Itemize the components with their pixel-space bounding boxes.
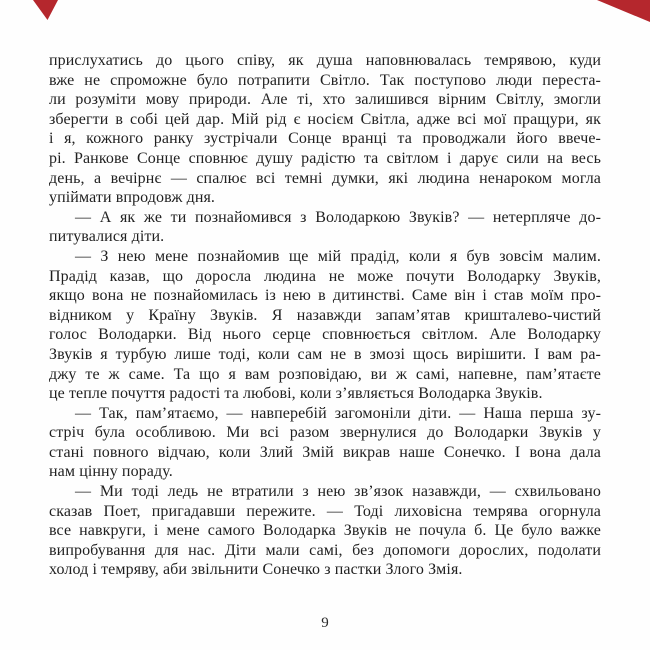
text-line: нам цінну пораду. (49, 463, 173, 481)
text-line: сказав Поет, пригадавши пережите. — Тоді лиховісна темрява огорнула (49, 502, 601, 520)
text-line: Прадід казав, що доросла людина не може почути Володарку Звуків, (49, 267, 601, 285)
text-line: стані повного відчаю, коли Злий Змій викрав наше Сонечко. І вона дала (49, 443, 601, 461)
text-line: день, а вечірнє — спалює всі темні думки, які людина ненароком могла (49, 169, 601, 187)
text-line: стріч була особливою. Ми всі разом звернулися до Володарки Звуків у (49, 424, 601, 442)
text-line: Звуків я турбую лише тоді, коли сам не в змозі щось вирішити. І вам ра- (49, 345, 601, 363)
text-line: голос Володарки. Від нього серце сповнюється світлом. Але Володарку (49, 326, 601, 344)
text-line: випробування для нас. Діти мали самі, без допомоги дорослих, подолати (49, 541, 601, 559)
corner-ornament-left-icon (33, 0, 58, 20)
text-line: питувалися діти. (49, 228, 165, 246)
text-line: і я, кожного ранку зустрічали Сонце вранці та проводжали його ввече- (49, 130, 601, 148)
text-line: все навкруги, і мене самого Володарка Звуків не почула б. Це було важке (49, 522, 601, 540)
page-number: 9 (321, 615, 329, 631)
text-line: це тепле почуття радості та любові, коли з’являється Володарка Звуків. (49, 385, 543, 403)
text-line: джу те ж саме. Та що я вам розповідаю, ви ж самі, напевне, пам’ятаєте (49, 365, 601, 383)
text-line: упіймати впродовж дня. (49, 189, 216, 207)
text-line: якщо вона не познайомилась із нею в дитинстві. Саме він і став моїм про- (49, 287, 601, 305)
corner-ornament-right-icon (597, 0, 650, 22)
text-line: ли розуміти мову природи. Але ті, хто залишився вірним Світлу, змогли (49, 91, 601, 109)
text-line: вже не спроможне було потрапити Світло. Так поступово люди переста- (49, 71, 601, 89)
text-line: — Так, пам’ятаємо, — навперебій загомоніли діти. — Наша перша зу- (75, 404, 601, 422)
text-line: — Ми тоді ледь не втратили з нею зв’язок назавжди, — схвильовано (75, 483, 601, 501)
text-line: зберегти в собі цей дар. Мій рід є носієм Світла, адже всі мої пращури, як (49, 110, 601, 128)
text-line: рі. Ранкове Сонце сповнює душу радістю та світлом і дарує сили на весь (49, 149, 601, 167)
text-line: відником у Країну Звуків. Я назавжди запам’ятав кришталево-чистий (49, 306, 601, 324)
text-line: прислухатись до цього співу, як душа наповнювалась темрявою, куди (49, 52, 601, 69)
text-line: — А як же ти познайомився з Володаркою Звуків? — нетерпляче до- (75, 208, 601, 226)
page-text (49, 51, 601, 580)
text-line: — З нею мене познайомив ще мій прадід, коли я був зовсім малим. (75, 247, 601, 265)
text-line: холод і темряву, аби звільнити Сонечко з пастки Злого Змія. (49, 561, 463, 579)
